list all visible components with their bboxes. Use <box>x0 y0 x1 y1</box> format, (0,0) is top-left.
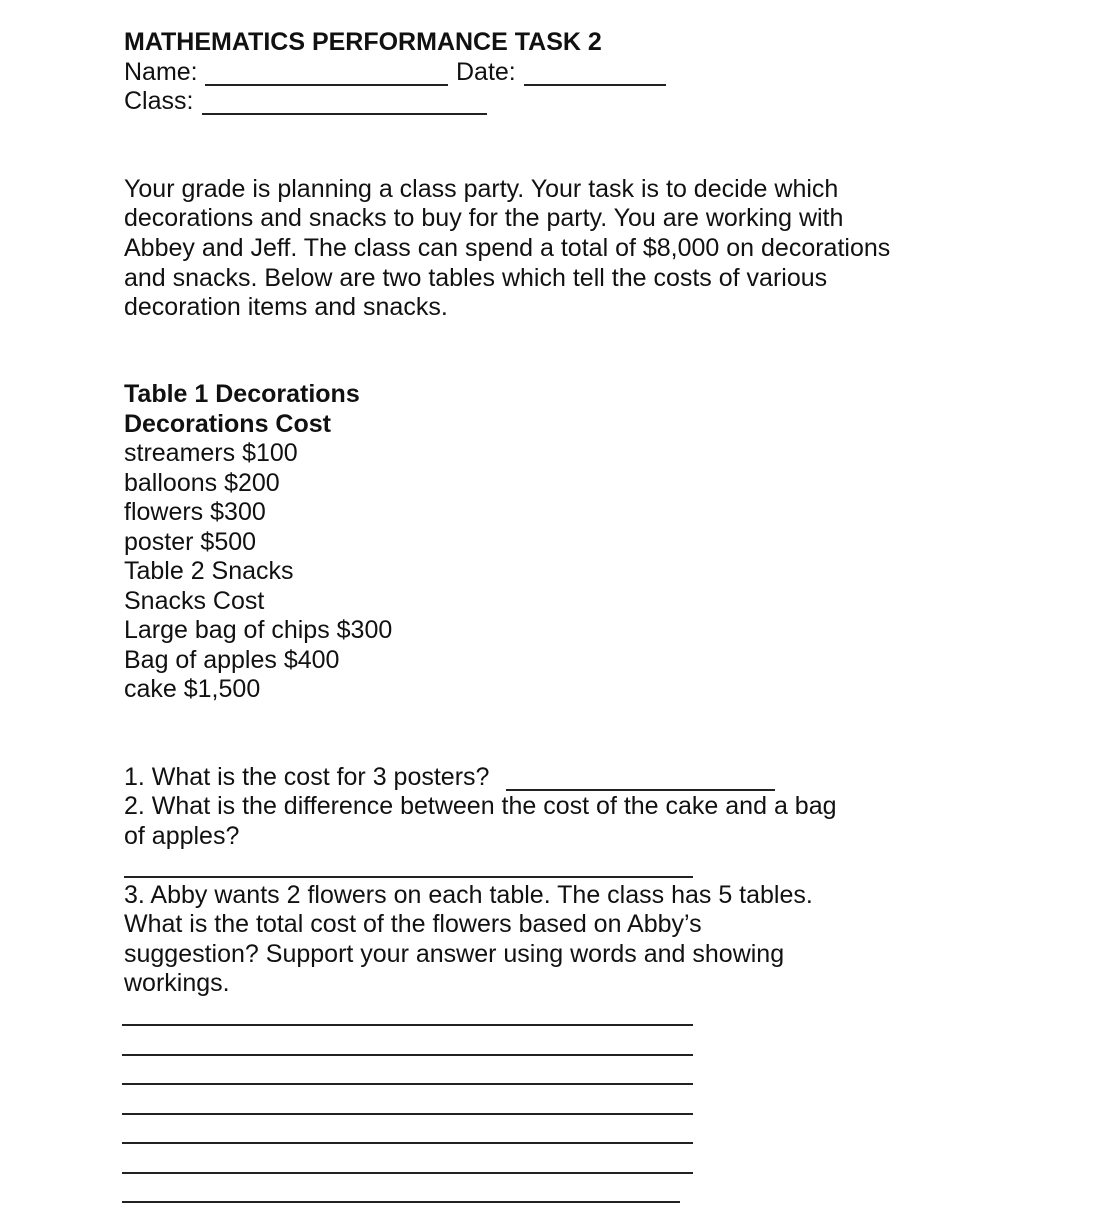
question-2-line1: 2. What is the difference between the cost of the cake and a bag <box>124 792 837 820</box>
question-1: 1. What is the cost for 3 posters? <box>124 763 490 791</box>
answer-2-field[interactable] <box>124 876 693 878</box>
date-field[interactable] <box>524 84 666 86</box>
table1-row-streamers: streamers $100 <box>124 439 298 467</box>
table2-title: Table 2 Snacks <box>124 557 294 585</box>
table1-row-flowers: flowers $300 <box>124 498 266 526</box>
question-3-line: 3. Abby wants 2 flowers on each table. The class has 5 tables. <box>124 881 813 909</box>
name-label: Name: <box>124 58 198 86</box>
table1-row-poster: poster $500 <box>124 528 257 556</box>
answer-3-line[interactable] <box>122 1113 693 1115</box>
answer-3-line[interactable] <box>122 1172 693 1174</box>
table1-title: Table 1 Decorations <box>124 380 360 408</box>
answer-3-line[interactable] <box>122 1142 693 1144</box>
question-3-line: suggestion? Support your answer using words and showing <box>124 940 785 968</box>
intro-line: decorations and snacks to buy for the party. You are working with <box>124 204 844 232</box>
table2-row-chips: Large bag of chips $300 <box>124 616 393 644</box>
question-3-line: workings. <box>124 969 230 997</box>
class-field[interactable] <box>202 113 487 115</box>
table2-row-apples: Bag of apples $400 <box>124 646 340 674</box>
page-title: MATHEMATICS PERFORMANCE TASK 2 <box>124 28 602 56</box>
question-3-line: What is the total cost of the flowers based on Abby’s <box>124 910 702 938</box>
class-label: Class: <box>124 87 194 115</box>
table1-header: Decorations Cost <box>124 410 331 438</box>
intro-line: decoration items and snacks. <box>124 293 448 321</box>
answer-3-line[interactable] <box>122 1083 693 1085</box>
answer-3-line[interactable] <box>122 1024 693 1026</box>
date-label: Date: <box>456 58 516 86</box>
table1-row-balloons: balloons $200 <box>124 469 280 497</box>
question-2-line2: of apples? <box>124 822 240 850</box>
intro-line: and snacks. Below are two tables which tell the costs of various <box>124 264 828 292</box>
table2-row-cake: cake $1,500 <box>124 675 261 703</box>
table2-header: Snacks Cost <box>124 587 265 615</box>
intro-line: Abbey and Jeff. The class can spend a total of $8,000 on decorations <box>124 234 891 262</box>
answer-3-line[interactable] <box>122 1054 693 1056</box>
answer-3-line[interactable] <box>122 1201 680 1203</box>
intro-line: Your grade is planning a class party. Your task is to decide which <box>124 175 839 203</box>
name-field[interactable] <box>205 84 448 86</box>
